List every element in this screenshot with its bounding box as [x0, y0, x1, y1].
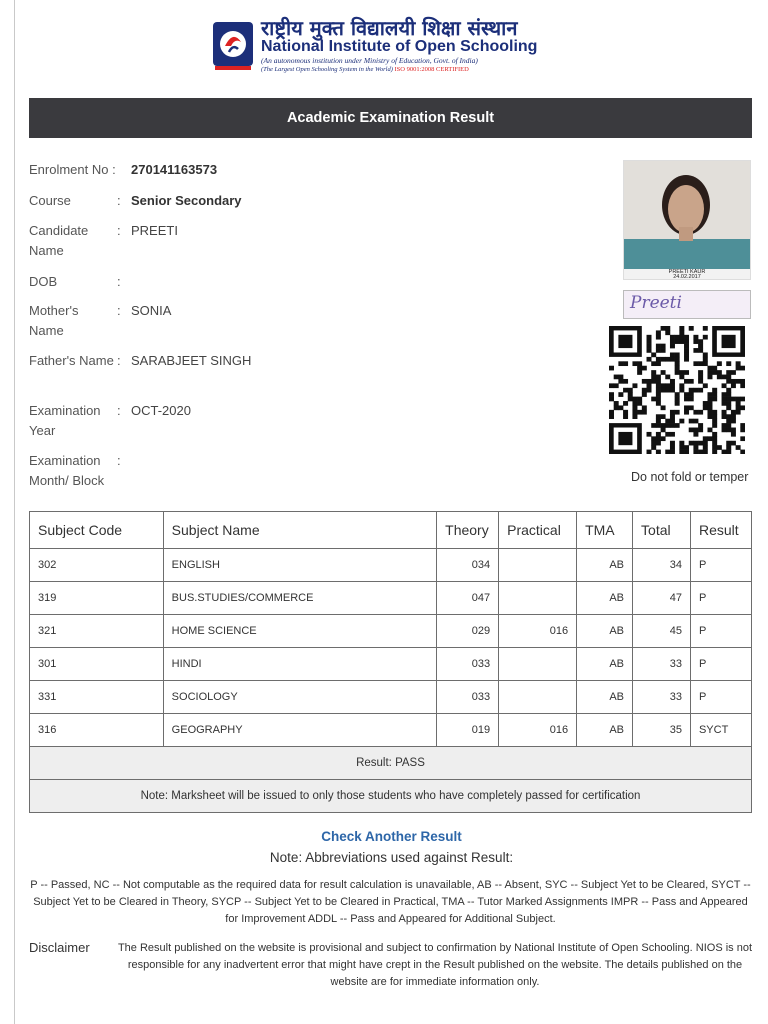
table-row: [30, 681, 752, 714]
subject-result: P: [690, 681, 751, 714]
subject-code: 302: [30, 549, 164, 582]
tagline-2-text: (The Largest Open Schooling System in the World): [261, 66, 393, 73]
subject-name: BUS.STUDIES/COMMERCE: [163, 582, 436, 615]
subject-result: SYCT: [690, 714, 751, 747]
subject-code: 331: [30, 681, 164, 714]
marksheet-note-row: [30, 780, 752, 813]
tagline-1: (An autonomous institution under Ministry of Education, Govt. of India): [261, 56, 478, 65]
subject-code: 319: [30, 582, 164, 615]
page-title-bar: [29, 98, 752, 138]
theory-marks: 033: [437, 681, 499, 714]
col-tma: TMA: [577, 512, 633, 549]
tma-marks: AB: [577, 648, 633, 681]
abbreviations-text: P -- Passed, NC -- Not computable as the required data for result calculation is unavailable, AB -- Absent, SYC -- Subject Yet to be Cleared, SYCT -- Subject Yet to be Cleared in Theory, SYCP -- Subject Yet to be Cleared in Practical, TMA -- Tutor Marked Assignments IMPR -- Pass and Appeared for Improvement ADDL -- Pass and Appeared for Additional Subject.: [30, 879, 751, 925]
candidate-label: Candidate Name: [29, 223, 89, 258]
total-marks: 33: [633, 681, 691, 714]
candidate-photo: [623, 160, 751, 280]
practical-marks: [499, 582, 577, 615]
course-value: Senior Secondary: [131, 193, 242, 208]
tma-marks: AB: [577, 615, 633, 648]
subject-result: P: [690, 648, 751, 681]
nios-logo-icon: [211, 16, 257, 72]
table-row: [30, 582, 752, 615]
mother-value: SONIA: [131, 303, 172, 318]
tma-marks: AB: [577, 681, 633, 714]
do-not-fold-note: Do not fold or temper: [631, 470, 749, 484]
theory-marks: 034: [437, 549, 499, 582]
photo-caption-date: 24.02.2017: [673, 274, 701, 280]
theory-marks: 019: [437, 714, 499, 747]
page-title: Academic Examination Result: [286, 110, 495, 126]
total-marks: 33: [633, 648, 691, 681]
candidate-signature: [623, 290, 751, 319]
photo-caption-name: PREETI KAUR: [668, 269, 706, 275]
check-another-result-link[interactable]: [15, 829, 768, 844]
result-summary-row: [30, 747, 752, 780]
tma-marks: AB: [577, 549, 633, 582]
iso-certification: ISO 9001:2008 CERTIFIED: [394, 66, 469, 73]
disclaimer-label: Disclaimer: [29, 940, 90, 955]
enrolment-value: 270141163573: [131, 162, 218, 177]
practical-marks: 016: [499, 714, 577, 747]
col-theory: Theory: [437, 512, 499, 549]
practical-marks: 016: [499, 615, 577, 648]
english-name-bold: Open Schooling: [414, 38, 538, 55]
theory-marks: 033: [437, 648, 499, 681]
course-label: Course: [29, 193, 71, 208]
dob-label: DOB: [29, 274, 58, 289]
marks-table: [29, 511, 752, 813]
subject-code: 321: [30, 615, 164, 648]
hindi-name: राष्ट्रीय मुक्त विद्यालयी शिक्षा संस्थान: [261, 16, 518, 40]
disclaimer-text: The Result published on the website is provisional and subject to confirmation by National Institute of Open Schooling. NIOS is not responsible for any inadvertent error that might have crept in the Result published on the website. The details published on the website are for immediate information only.: [117, 942, 753, 988]
col-practical: Practical: [499, 512, 577, 549]
marksheet-note: Note: Marksheet will be issued to only those students who have completely passed for certification: [30, 780, 752, 813]
overall-result: Result: PASS: [30, 747, 752, 780]
practical-marks: [499, 681, 577, 714]
total-marks: 47: [633, 582, 691, 615]
total-marks: 35: [633, 714, 691, 747]
subject-name: HOME SCIENCE: [163, 615, 436, 648]
subject-result: P: [690, 549, 751, 582]
exam-year-label: Examination Year: [29, 403, 101, 438]
subject-code: 301: [30, 648, 164, 681]
subject-name: SOCIOLOGY: [163, 681, 436, 714]
table-row: [30, 549, 752, 582]
total-marks: 34: [633, 549, 691, 582]
subject-code: 316: [30, 714, 164, 747]
tma-marks: AB: [577, 582, 633, 615]
english-name-prefix: National Institute of: [261, 38, 415, 55]
exam-year-value: OCT-2020: [131, 403, 191, 418]
subject-name: GEOGRAPHY: [163, 714, 436, 747]
col-total: Total: [633, 512, 691, 549]
photo-caption: [624, 270, 750, 280]
exam-month-label: Examination Month/ Block: [29, 453, 105, 488]
english-name: [261, 38, 537, 56]
father-label: Father's Name: [29, 353, 114, 368]
abbreviations-title: Note: Abbreviations used against Result:: [269, 850, 514, 865]
col-subject-code: Subject Code: [30, 512, 164, 549]
col-subject-name: Subject Name: [163, 512, 436, 549]
theory-marks: 029: [437, 615, 499, 648]
candidate-photo-image: [624, 161, 750, 279]
table-row: [30, 648, 752, 681]
subject-result: P: [690, 582, 751, 615]
enrolment-label: Enrolment No :: [29, 162, 116, 177]
tagline-2: [261, 66, 469, 73]
table-header-row: [30, 512, 752, 549]
table-row: [30, 615, 752, 648]
subject-result: P: [690, 615, 751, 648]
table-row: [30, 714, 752, 747]
mother-label: Mother's Name: [29, 303, 79, 338]
total-marks: 45: [633, 615, 691, 648]
signature-text: Preeti: [630, 293, 682, 313]
candidate-value: PREETI: [131, 223, 178, 238]
qr-code-icon: [609, 326, 745, 454]
nios-header: [211, 14, 571, 76]
theory-marks: 047: [437, 582, 499, 615]
subject-name: HINDI: [163, 648, 436, 681]
subject-name: ENGLISH: [163, 549, 436, 582]
tma-marks: AB: [577, 714, 633, 747]
result-page: राष्ट्रीय मुक्त विद्यालयी शिक्षा संस्थान National Institute of Open Schooling (An autonomous institution under Ministry of Education, Govt. of India) (The Largest Open Schooling System in the World) ISO 9001:2008 CERTIFIED Academic Examination Result Enrolment No : 270141163573 Course : Senior Secondary Candidate Name : PREETI DOB : Mother's Name : SONIA Father's Name : SARABJEET SINGH Examination Year : OCT-2020 Examination Month/ Block : PREETI KAUR 24.02.2017 Preeti Do not fold or temper Subject Code Subject Name Theory Practical TMA Total Result 302 ENGLISH 034 AB 34 P 319 BUS.STUDIES/COMMERCE 047 AB 47 P 321 HOME SCIENCE 029 016 AB 45 P 301 HINDI 033 AB 33 P 331 SOCIOLOGY 033 AB 33 P 316 GEOGRAPHY 019 016 AB 35 SYCT Result: PASS Note: Marksheet will be issued to only those students who have completely passed for certification Check Another Result Note: Abbreviations used against Result: P -- Passed, NC -- Not computable as the required data for result calculation is unavailable, AB -- Absent, SYC -- Subject Yet to be Cleared, SYCT -- Subject Yet to be Cleared in Theory, SYCP -- Subject Yet to be Cleared in Practical, TMA -- Tutor Marked Assignments IMPR -- Pass and Appeared for Improvement ADDL -- Pass and Appeared for Additional Subject. Disclaimer The Result published on the website is provisional and subject to confirmation by National Institute of Open Schooling. NIOS is not responsible for any inadvertent error that might have crept in the Result published on the website. The details published on the website are for immediate information only.: [15, 0, 768, 1024]
check-another-result-label[interactable]: Check Another Result: [321, 829, 462, 844]
practical-marks: [499, 648, 577, 681]
father-value: SARABJEET SINGH: [131, 353, 252, 368]
practical-marks: [499, 549, 577, 582]
col-result: Result: [690, 512, 751, 549]
